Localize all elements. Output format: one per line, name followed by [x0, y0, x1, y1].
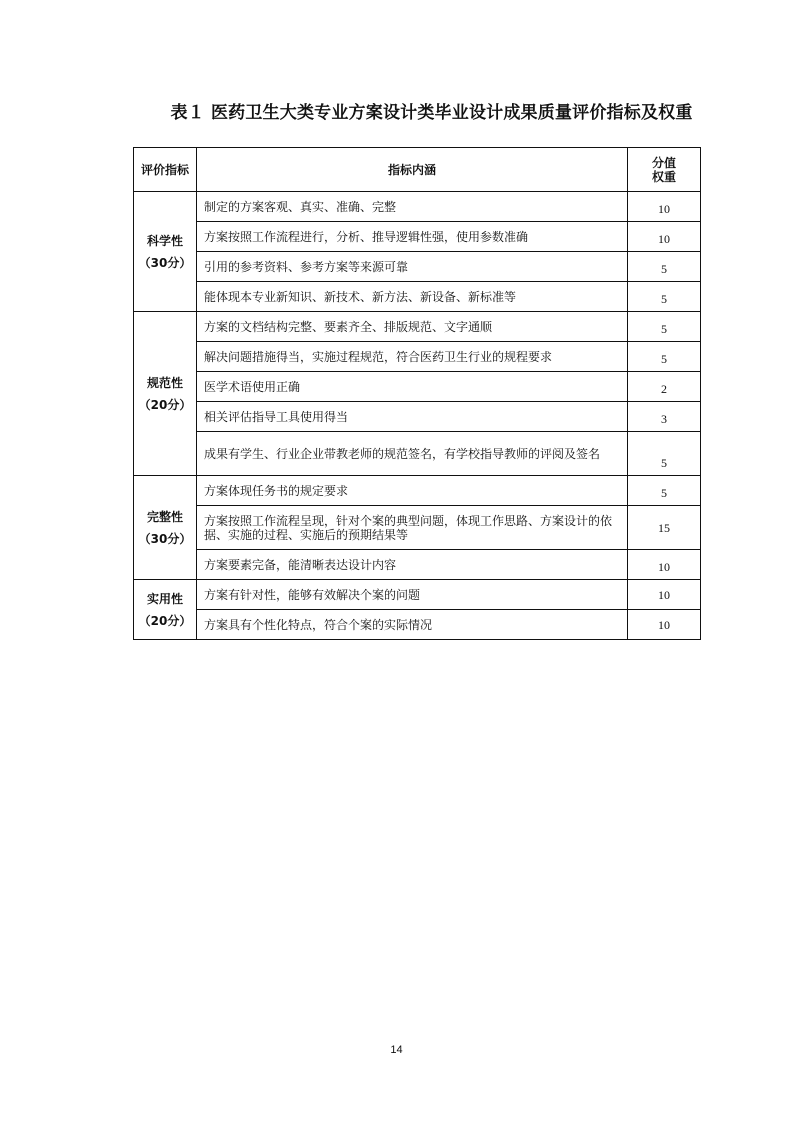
weight-cell: 10 [628, 192, 701, 222]
table-header-row [134, 148, 701, 192]
content-cell: 方案体现任务书的规定要求 [197, 476, 628, 506]
content-cell: 方案要素完备，能清晰表达设计内容 [197, 550, 628, 580]
table-row [134, 402, 701, 432]
header-content: 指标内涵 [197, 148, 628, 192]
header-weight-line2: 权重 [651, 169, 676, 184]
content-cell: 能体现本专业新知识、新技术、新方法、新设备、新标准等 [197, 282, 628, 312]
criterion-score: （30分） [138, 255, 192, 270]
evaluation-table [133, 147, 701, 640]
table-row [134, 282, 701, 312]
criterion-score: （20分） [138, 613, 192, 628]
content-cell: 解决问题措施得当，实施过程规范，符合医药卫生行业的规程要求 [197, 342, 628, 372]
criterion-name: 实用性 [146, 591, 183, 606]
weight-cell: 10 [628, 222, 701, 252]
criterion-cell [134, 312, 197, 476]
weight-cell: 10 [628, 580, 701, 610]
content-cell: 制定的方案客观、真实、准确、完整 [197, 192, 628, 222]
weight-cell: 15 [628, 506, 701, 550]
content-cell: 医学术语使用正确 [197, 372, 628, 402]
weight-cell: 5 [628, 432, 701, 476]
criterion-cell [134, 580, 197, 640]
weight-cell: 5 [628, 476, 701, 506]
table-row [134, 372, 701, 402]
criterion-score: （30分） [138, 531, 192, 546]
criterion-cell [134, 192, 197, 312]
criterion-cell [134, 476, 197, 580]
weight-cell: 2 [628, 372, 701, 402]
header-weight [628, 148, 701, 192]
weight-cell: 3 [628, 402, 701, 432]
content-cell: 相关评估指导工具使用得当 [197, 402, 628, 432]
content-cell: 引用的参考资料、参考方案等来源可靠 [197, 252, 628, 282]
criterion-score: （20分） [138, 397, 192, 412]
content-cell: 方案的文档结构完整、要素齐全、排版规范、文字通顺 [197, 312, 628, 342]
criterion-name: 完整性 [146, 509, 183, 524]
content-cell: 方案具有个性化特点，符合个案的实际情况 [197, 610, 628, 640]
weight-cell: 10 [628, 550, 701, 580]
table-row [134, 580, 701, 610]
weight-cell: 5 [628, 282, 701, 312]
table-row [134, 192, 701, 222]
table-row [134, 432, 701, 476]
weight-cell: 5 [628, 252, 701, 282]
header-criterion: 评价指标 [134, 148, 197, 192]
table-row [134, 252, 701, 282]
table-title: 表１ 医药卫生大类专业方案设计类毕业设计成果质量评价指标及权重 [170, 103, 693, 123]
weight-cell: 5 [628, 312, 701, 342]
content-cell: 方案有针对性，能够有效解决个案的问题 [197, 580, 628, 610]
criterion-name: 规范性 [146, 375, 183, 390]
table-row [134, 476, 701, 506]
table-row [134, 550, 701, 580]
content-cell: 成果有学生、行业企业带教老师的规范签名，有学校指导教师的评阅及签名 [197, 432, 628, 476]
table-row [134, 506, 701, 550]
criterion-name: 科学性 [146, 233, 183, 248]
weight-cell: 5 [628, 342, 701, 372]
header-weight-line1: 分值 [651, 155, 676, 170]
table-row [134, 610, 701, 640]
weight-cell: 10 [628, 610, 701, 640]
table-row [134, 312, 701, 342]
page-number: 14 [390, 1044, 403, 1056]
content-cell: 方案按照工作流程进行，分析、推导逻辑性强，使用参数准确 [197, 222, 628, 252]
table-row [134, 222, 701, 252]
content-cell: 方案按照工作流程呈现，针对个案的典型问题，体现工作思路、方案设计的依据、实施的过程、实施后的预期结果等 [197, 506, 628, 550]
table-row [134, 342, 701, 372]
